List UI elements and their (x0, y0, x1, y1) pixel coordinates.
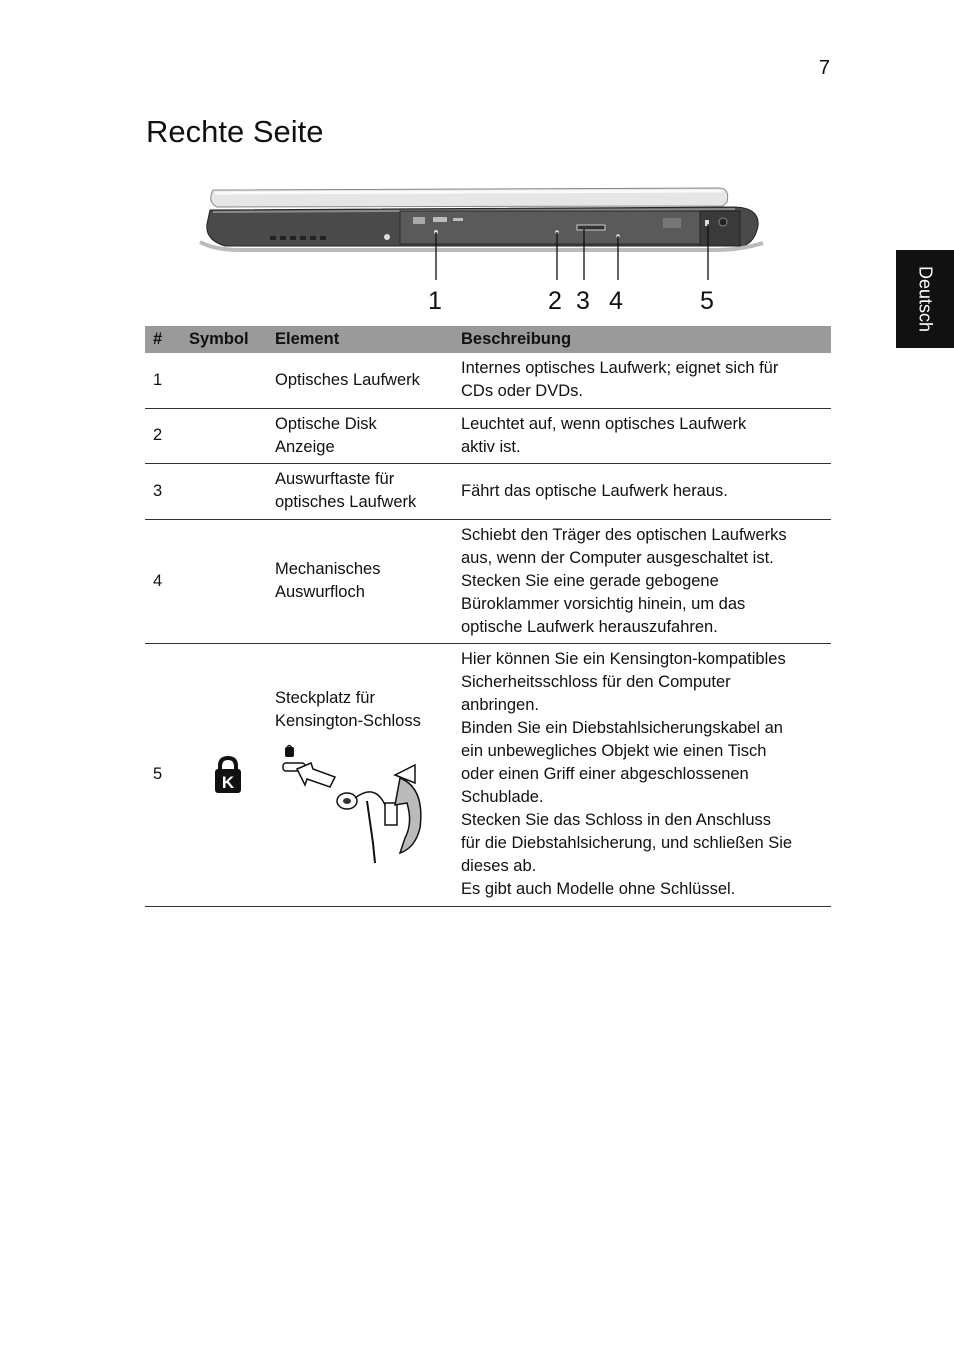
row-number: 2 (145, 408, 185, 463)
table-row (145, 408, 831, 463)
language-tab-label: Deutsch (915, 265, 936, 333)
row-number: 1 (145, 353, 185, 408)
row-description: Leuchtet auf, wenn optisches Laufwerk aktiv ist. (457, 408, 831, 463)
callout-3: 3 (576, 287, 590, 315)
component-table (145, 326, 831, 907)
callout-1: 1 (428, 287, 442, 315)
row-description: Hier können Sie ein Kensington-kompatibles Sicherheitsschloss für den Computer anbringen. Binden Sie ein Diebstahlsicherungskabel an ein unbewegliches Objekt wie einen Tisch oder einen Griff einer abgeschlossenen Schublade. Stecken Sie das Schloss in den Anschluss für die Diebstahlsicherung, und schließen Sie dieses ab. Es gibt auch Modelle ohne Schlüssel. (457, 643, 831, 906)
table-row (145, 519, 831, 643)
row-description: Schiebt den Träger des optischen Laufwerks aus, wenn der Computer ausgeschaltet ist. Stecken Sie eine gerade gebogene Büroklammer vorsichtig hinein, um das optische Laufwerk herauszufahren. (457, 519, 831, 643)
kensington-symbol-letter: K (221, 772, 235, 792)
header-symbol: Symbol (185, 326, 271, 353)
row-symbol (185, 519, 271, 643)
row-description: Fährt das optische Laufwerk heraus. (457, 463, 831, 519)
callout-4: 4 (609, 287, 623, 315)
row-element: Optisches Laufwerk (271, 353, 457, 408)
page-title: Rechte Seite (146, 114, 324, 149)
laptop-right-side-illustration (195, 180, 770, 320)
table-row (145, 643, 831, 906)
row-element-label: Steckplatz für Kensington-Schloss (275, 688, 421, 730)
row-symbol (185, 353, 271, 408)
page-number: 7 (818, 57, 830, 79)
kensington-lock-icon (213, 756, 243, 794)
header-element: Element (271, 326, 457, 353)
row-element: Mechanisches Auswurfloch (271, 519, 457, 643)
row-number: 4 (145, 519, 185, 643)
row-number: 5 (145, 643, 185, 906)
table-header-row (145, 326, 831, 353)
row-number: 3 (145, 463, 185, 519)
kensington-lock-illustration (275, 743, 440, 863)
row-symbol (185, 463, 271, 519)
header-description: Beschreibung (457, 326, 831, 353)
row-symbol (185, 408, 271, 463)
callout-2: 2 (548, 287, 562, 315)
row-description: Internes optisches Laufwerk; eignet sich für CDs oder DVDs. (457, 353, 831, 408)
language-tab (896, 250, 954, 348)
row-symbol (185, 643, 271, 906)
row-element: Auswurftaste für optisches Laufwerk (271, 463, 457, 519)
callout-5: 5 (700, 287, 714, 315)
row-element: Optische Disk Anzeige (271, 408, 457, 463)
table-row (145, 463, 831, 519)
row-element (271, 643, 457, 906)
table-row (145, 353, 831, 408)
header-number: # (145, 326, 185, 353)
